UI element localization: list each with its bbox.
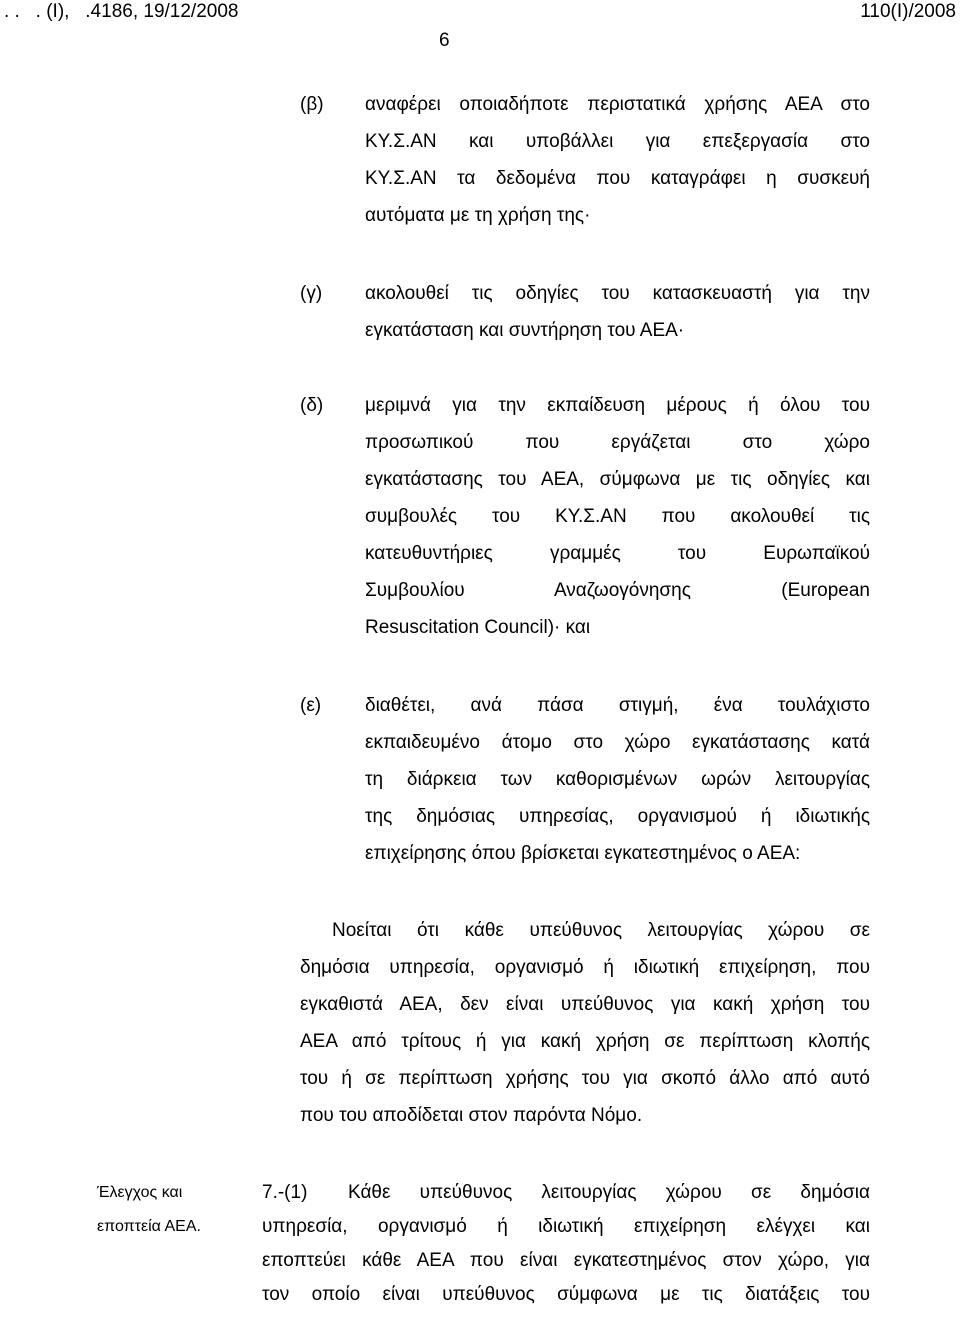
clause-line: αυτόματα με τη χρήση της·: [365, 205, 591, 226]
clause-line: της δημόσιας υπηρεσίας, οργανισμού ή ιδιωτικής: [365, 806, 870, 827]
margin-note: [97, 1176, 201, 1244]
proviso-line: ΑΕΑ από τρίτους ή για κακή χρήση σε περίπτωση κλοπής: [300, 1031, 870, 1052]
section-line: Κάθε υπεύθυνος λειτουργίας χώρου σε δημόσια: [348, 1182, 870, 1203]
page-number: 6: [439, 30, 450, 51]
clause-line: ακολουθεί τις οδηγίες του κατασκευαστή για την: [365, 283, 870, 304]
running-header-law-number: 110(Ι)/2008: [860, 1, 956, 22]
clause-line: διαθέτει, ανά πάσα στιγμή, ένα τουλάχιστο: [365, 695, 870, 716]
clause-line: κατευθυντήριες γραμμές του Ευρωπαϊκού: [365, 543, 870, 564]
proviso-line: που του αποδίδεται στον παρόντα Νόμο.: [300, 1105, 643, 1126]
clause-line: Συμβουλίου Αναζωογόνησης (European: [365, 580, 870, 601]
clause-line: ΚΥ.Σ.ΑΝ τα δεδομένα που καταγράφει η συσκευή: [365, 168, 870, 189]
clause-label: (ε): [300, 695, 322, 716]
clause-line: τη διάρκεια των καθορισμένων ωρών λειτουργίας: [365, 769, 870, 790]
proviso-line: εγκαθιστά ΑΕΑ, δεν είναι υπεύθυνος για κακή χρήση του: [300, 994, 870, 1015]
clause-label: (γ): [300, 283, 323, 304]
proviso-line: Νοείται ότι κάθε υπεύθυνος λειτουργίας χώρου σε: [332, 920, 870, 941]
clause-line: ΚΥ.Σ.ΑΝ και υποβάλλει για επεξεργασία στο: [365, 131, 870, 152]
margin-note-line: εποπτεία ΑΕΑ.: [97, 1218, 201, 1235]
clause-line: επιχείρησης όπου βρίσκεται εγκατεστημένος ο ΑΕΑ:: [365, 843, 801, 864]
proviso-line: του ή σε περίπτωση χρήσης του για σκοπό άλλο από αυτό: [300, 1068, 870, 1089]
clause-line: αναφέρει οποιαδήποτε περιστατικά χρήσης ΑΕΑ στο: [365, 94, 870, 115]
proviso-line: δημόσια υπηρεσία, οργανισμό ή ιδιωτική επιχείρηση, που: [300, 957, 870, 978]
section-line: εποπτεύει κάθε ΑΕΑ που είναι εγκατεστημένος στον χώρο, για: [262, 1250, 870, 1271]
clause-line: εγκατάστασης του ΑΕΑ, σύμφωνα με τις οδηγίες και: [365, 469, 870, 490]
margin-note-line: Έλεγχος και: [97, 1184, 183, 1201]
running-header-left: . . . (Ι), .4186, 19/12/2008: [4, 1, 239, 22]
clause-line: συμβουλές του ΚΥ.Σ.ΑΝ που ακολουθεί τις: [365, 506, 870, 527]
clause-line: μεριμνά για την εκπαίδευση μέρους ή όλου του: [365, 395, 870, 416]
clause-label: (δ): [300, 395, 324, 416]
clause-line: εκπαιδευμένο άτομο στο χώρο εγκατάστασης κατά: [365, 732, 870, 753]
clause-line: προσωπικού που εργάζεται στο χώρο: [365, 432, 870, 453]
section-number: 7.-(1): [262, 1182, 308, 1203]
section-line: τον οποίο είναι υπεύθυνος σύμφωνα με τις διατάξεις του: [262, 1284, 870, 1305]
clause-line: Resuscitation Council)· και: [365, 617, 591, 638]
section-line: υπηρεσία, οργανισμό ή ιδιωτική επιχείρηση ελέγχει και: [262, 1216, 870, 1237]
clause-label: (β): [300, 94, 324, 115]
clause-line: εγκατάσταση και συντήρηση του ΑΕΑ·: [365, 320, 685, 341]
